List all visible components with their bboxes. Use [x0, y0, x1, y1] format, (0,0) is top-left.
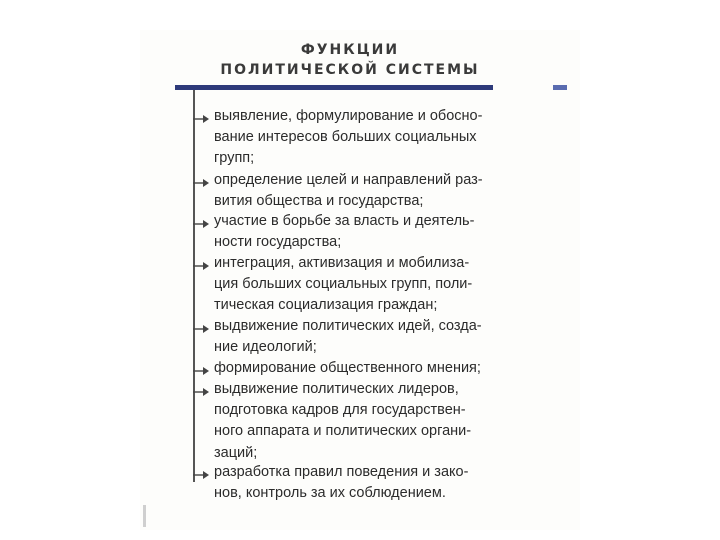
title-underline-bar: [175, 85, 493, 90]
arrow-right-icon: [193, 469, 209, 481]
list-item: разработка правил поведения и зако- нов, контроль за их соблюдением.: [214, 464, 469, 502]
arrow-right-icon: [193, 365, 209, 377]
page-title-line2: ПОЛИТИЧЕСКОЙ СИСТЕМЫ: [220, 62, 480, 78]
scan-edge-mark: [143, 505, 146, 527]
list-item: выдвижение политических лидеров, подготовка кадров для государствен- ного аппарата и политических органи- заций;: [214, 381, 472, 461]
page-title-line1: ФУНКЦИИ: [300, 42, 400, 58]
list-item: выдвижение политических идей, созда- ние идеологий;: [214, 318, 482, 356]
arrow-right-icon: [193, 323, 209, 335]
list-item: участие в борьбе за власть и деятель- ности государства;: [214, 213, 475, 251]
list-item: выявление, формулирование и обосно- вание интересов больших социальных групп;: [214, 108, 483, 167]
title-bar-accent: [553, 85, 567, 90]
arrow-right-icon: [193, 260, 209, 272]
list-item: интеграция, активизация и мобилиза- ция больших социальных групп, поли- тическая социализация граждан;: [214, 255, 473, 314]
list-trunk-line: [193, 90, 195, 482]
arrow-right-icon: [193, 113, 209, 125]
arrow-right-icon: [193, 386, 209, 398]
arrow-right-icon: [193, 218, 209, 230]
arrow-right-icon: [193, 177, 209, 189]
list-item: определение целей и направлений раз- вития общества и государства;: [214, 172, 483, 210]
list-item: формирование общественного мнения;: [214, 360, 481, 376]
